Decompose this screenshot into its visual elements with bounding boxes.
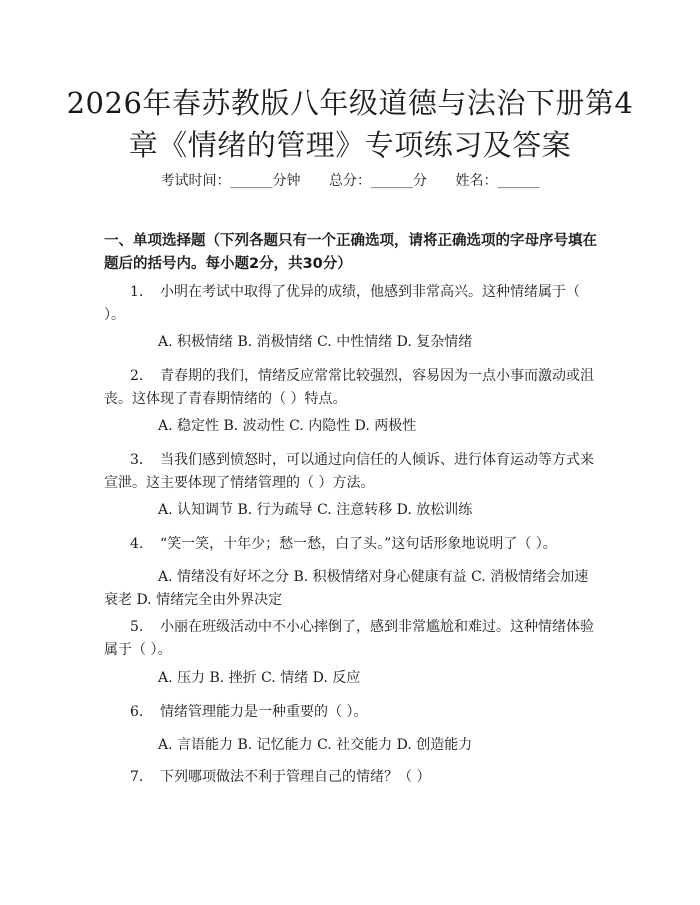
question-1: [104, 281, 602, 327]
question-1-options: A. 积极情绪 B. 消极情绪 C. 中性情绪 D. 复杂情绪: [158, 334, 473, 350]
question-text: 小明在考试中取得了优异的成绩，他感到非常高兴。这种情绪属于（ ）。: [104, 284, 580, 323]
question-6-options: A. 言语能力 B. 记忆能力 C. 社交能力 D. 创造能力: [158, 737, 473, 753]
exam-score: 总分：______分: [329, 173, 427, 189]
question-3: [104, 449, 602, 495]
exam-time: 考试时间：______分钟: [160, 173, 301, 189]
question-text: 小丽在班级活动中不小心摔倒了，感到非常尴尬和难过。这种情绪体验属于（ ）。: [104, 619, 594, 658]
question-number: 4.: [130, 536, 144, 552]
question-number: 2.: [130, 368, 144, 384]
question-number: 7.: [130, 769, 144, 785]
question-number: 6.: [130, 704, 144, 720]
question-text: 下列哪项做法不利于管理自己的情绪？（ ）: [160, 769, 431, 785]
question-text: “笑一笑，十年少；愁一愁，白了头。”这句话形象地说明了（ ）。: [160, 536, 557, 552]
question-3-options: A. 认知调节 B. 行为疏导 C. 注意转移 D. 放松训练: [158, 502, 473, 518]
question-4: [104, 533, 602, 556]
question-5-options: A. 压力 B. 挫折 C. 情绪 D. 反应: [158, 670, 361, 686]
document-title: 2026年春苏教版八年级道德与法治下册第4章《情绪的管理》专项练习及答案: [66, 86, 634, 162]
question-7: [104, 766, 602, 789]
section-heading: 一、单项选择题（下列各题只有一个正确选项，请将正确选项的字母序号填在题后的括号内。每小题2分，共30分）: [104, 233, 597, 272]
question-text: 情绪管理能力是一种重要的（ ）。: [160, 704, 368, 720]
question-number: 5.: [130, 619, 144, 635]
question-2-options: A. 稳定性 B. 波动性 C. 内隐性 D. 两极性: [158, 418, 417, 434]
question-text: 青春期的我们，情绪反应常常比较强烈，容易因为一点小事而激动或沮丧。这体现了青春期情绪的（ ）特点。: [104, 368, 594, 407]
question-text: 当我们感到愤怒时，可以通过向信任的人倾诉、进行体育运动等方式来宣泄。这主要体现了情绪管理的（ ）方法。: [104, 452, 594, 491]
question-2: [104, 365, 602, 411]
exam-info: [0, 170, 700, 190]
question-number: 3.: [130, 452, 144, 468]
exam-name: 姓名：______: [455, 173, 540, 189]
question-number: 1.: [130, 284, 144, 300]
question-6: [104, 701, 602, 724]
question-4-options: A. 情绪没有好坏之分 B. 积极情绪对身心健康有益 C. 消极情绪会加速衰老 D. 情绪完全由外界决定: [104, 569, 589, 608]
question-5: [104, 616, 602, 662]
